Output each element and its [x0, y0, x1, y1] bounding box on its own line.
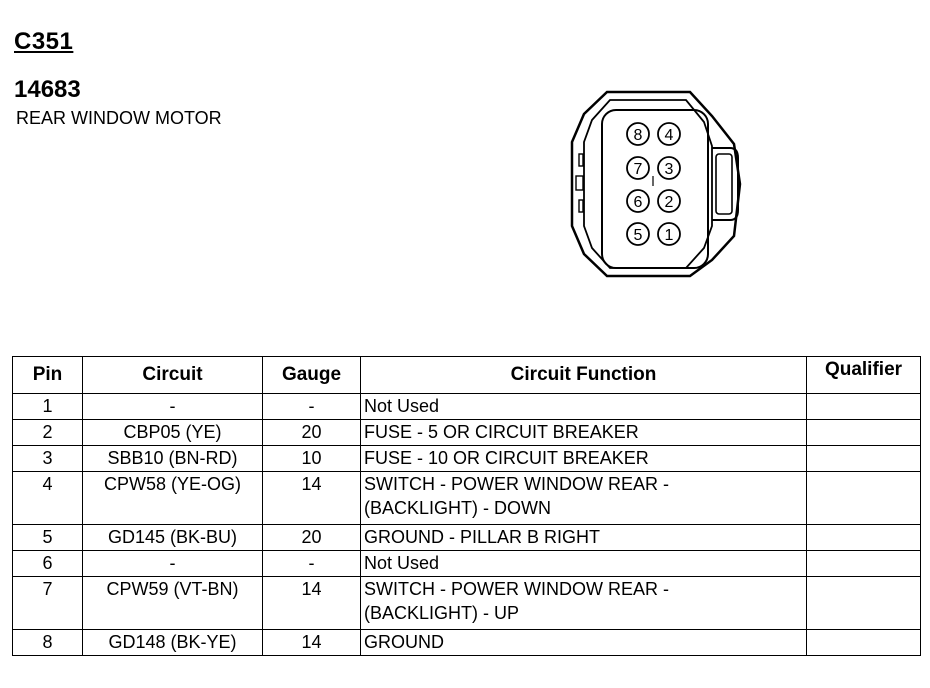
pin-cell: 5 [13, 525, 83, 551]
pin-5 [627, 223, 649, 245]
header-circuit: Circuit [83, 357, 263, 394]
gauge-cell: - [263, 551, 361, 577]
pin-label: 8 [633, 127, 643, 144]
pin-cell: 3 [13, 446, 83, 472]
pin-cell: 2 [13, 420, 83, 446]
pin-label: 6 [633, 194, 643, 211]
function-line: FUSE - 5 OR CIRCUIT BREAKER [364, 422, 639, 442]
table-row [13, 394, 921, 420]
gauge-cell: 20 [263, 525, 361, 551]
function-cell [361, 577, 807, 630]
connector-id: C351 [14, 28, 74, 55]
function-line: SWITCH - POWER WINDOW REAR - [364, 474, 669, 494]
part-number: 14683 [14, 76, 81, 103]
function-line: SWITCH - POWER WINDOW REAR - [364, 579, 669, 599]
circuit-cell: GD145 (BK-BU) [83, 525, 263, 551]
connector-face-diagram [562, 86, 742, 282]
function-cell [361, 446, 807, 472]
qualifier-cell [807, 446, 921, 472]
pin-cell: 8 [13, 630, 83, 656]
circuit-cell: SBB10 (BN-RD) [83, 446, 263, 472]
table-row [13, 420, 921, 446]
pin-label: 2 [664, 194, 674, 211]
pin-cell: 6 [13, 551, 83, 577]
qualifier-cell [807, 551, 921, 577]
table-row [13, 630, 921, 656]
function-line: FUSE - 10 OR CIRCUIT BREAKER [364, 448, 649, 468]
gauge-cell: 14 [263, 630, 361, 656]
qualifier-cell [807, 472, 921, 525]
connector-housing-outline [572, 92, 740, 276]
function-cell [361, 472, 807, 525]
function-line: Not Used [364, 396, 440, 416]
gauge-cell: 20 [263, 420, 361, 446]
pin-label: 5 [633, 227, 643, 244]
qualifier-cell [807, 525, 921, 551]
key-tab [579, 154, 583, 166]
function-line: GROUND - PILLAR B RIGHT [364, 527, 601, 547]
connector-housing-inner [584, 100, 712, 268]
header-gauge: Gauge [263, 357, 361, 394]
table-row [13, 577, 921, 630]
pin-6 [627, 190, 649, 212]
key-tab [579, 200, 583, 212]
part-description: REAR WINDOW MOTOR [16, 108, 222, 128]
pin-3 [658, 157, 680, 179]
pin-4 [658, 123, 680, 145]
pin-1 [658, 223, 680, 245]
function-line: (BACKLIGHT) - DOWN [364, 498, 551, 518]
function-line: Not Used [364, 553, 440, 573]
pin-label: 3 [664, 161, 674, 178]
qualifier-cell [807, 420, 921, 446]
pin-cavity-block [602, 110, 708, 268]
function-cell [361, 525, 807, 551]
qualifier-cell [807, 394, 921, 420]
function-cell [361, 420, 807, 446]
function-cell [361, 630, 807, 656]
table-row [13, 446, 921, 472]
function-cell [361, 394, 807, 420]
function-line: (BACKLIGHT) - UP [364, 603, 520, 623]
pin-7 [627, 157, 649, 179]
circuit-cell: - [83, 394, 263, 420]
table-row [13, 551, 921, 577]
pin-cell: 4 [13, 472, 83, 525]
qualifier-cell [807, 630, 921, 656]
header-qualifier: Qualifier [807, 357, 921, 394]
function-line: GROUND [364, 632, 444, 652]
gauge-cell: 14 [263, 472, 361, 525]
pin-label: 7 [633, 161, 643, 178]
circuit-cell: CPW59 (VT-BN) [83, 577, 263, 630]
table-row [13, 472, 921, 525]
pin-cell: 1 [13, 394, 83, 420]
pin-2 [658, 190, 680, 212]
circuit-cell: - [83, 551, 263, 577]
key-tab [576, 176, 583, 190]
gauge-cell: 14 [263, 577, 361, 630]
pin-8 [627, 123, 649, 145]
table-header-row [13, 357, 921, 394]
header-pin: Pin [13, 357, 83, 394]
circuit-cell: CPW58 (YE-OG) [83, 472, 263, 525]
circuit-cell: GD148 (BK-YE) [83, 630, 263, 656]
pin-table [12, 356, 921, 656]
gauge-cell: - [263, 394, 361, 420]
table-row [13, 525, 921, 551]
header-circuit-function: Circuit Function [361, 357, 807, 394]
pin-cell: 7 [13, 577, 83, 630]
circuit-cell: CBP05 (YE) [83, 420, 263, 446]
function-cell [361, 551, 807, 577]
qualifier-cell [807, 577, 921, 630]
pin-label: 1 [664, 227, 674, 244]
pin-label: 4 [664, 127, 674, 144]
gauge-cell: 10 [263, 446, 361, 472]
